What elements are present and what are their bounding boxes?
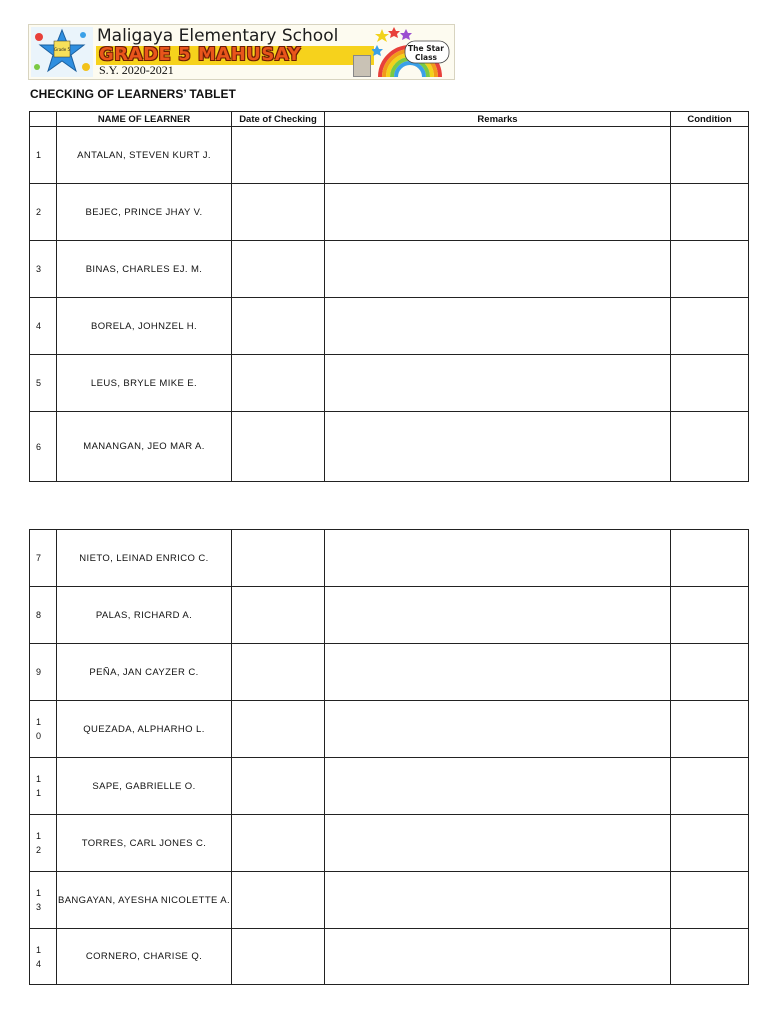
condition-cell[interactable] xyxy=(671,241,749,298)
remarks-cell[interactable] xyxy=(325,241,671,298)
learner-number-digit: 1 xyxy=(36,774,42,784)
learner-number: 6 xyxy=(30,412,57,482)
learner-name: PEÑA, JAN CAYZER C. xyxy=(57,644,232,701)
learner-number: 2 xyxy=(30,184,57,241)
grade-title: GRADE 5 MAHUSAY xyxy=(99,44,302,65)
table-row xyxy=(30,241,749,298)
remarks-cell[interactable] xyxy=(325,758,671,815)
condition-cell[interactable] xyxy=(671,412,749,482)
table-row xyxy=(30,929,749,985)
table-row xyxy=(30,758,749,815)
date-of-checking-cell[interactable] xyxy=(232,929,325,985)
date-of-checking-cell[interactable] xyxy=(232,355,325,412)
learner-number: 8 xyxy=(30,587,57,644)
date-of-checking-cell[interactable] xyxy=(232,587,325,644)
learner-name: LEUS, BRYLE MIKE E. xyxy=(57,355,232,412)
learner-number-digit: 0 xyxy=(36,731,42,741)
learner-number-digit: 1 xyxy=(36,788,42,798)
table-row xyxy=(30,355,749,412)
learner-number xyxy=(30,758,57,815)
learner-name: SAPE, GABRIELLE O. xyxy=(57,758,232,815)
date-of-checking-cell[interactable] xyxy=(232,127,325,184)
star-class-label: The Star Class xyxy=(408,44,444,62)
learner-number xyxy=(30,815,57,872)
condition-cell[interactable] xyxy=(671,184,749,241)
learner-name: BANGAYAN, AYESHA NICOLETTE A. xyxy=(57,872,232,929)
learner-name: QUEZADA, ALPHARHO L. xyxy=(57,701,232,758)
table-row xyxy=(30,815,749,872)
remarks-cell[interactable] xyxy=(325,587,671,644)
condition-cell[interactable] xyxy=(671,872,749,929)
condition-cell[interactable] xyxy=(671,587,749,644)
remarks-cell[interactable] xyxy=(325,184,671,241)
learner-number xyxy=(30,929,57,985)
learner-number xyxy=(30,701,57,758)
date-of-checking-cell[interactable] xyxy=(232,872,325,929)
date-of-checking-cell[interactable] xyxy=(232,758,325,815)
remarks-cell[interactable] xyxy=(325,929,671,985)
page-title: CHECKING OF LEARNERS’ TABLET xyxy=(30,87,236,101)
learner-number: 9 xyxy=(30,644,57,701)
learner-number-digit: 1 xyxy=(36,888,42,898)
condition-cell[interactable] xyxy=(671,298,749,355)
table-row xyxy=(30,872,749,929)
table-row xyxy=(30,127,749,184)
remarks-cell[interactable] xyxy=(325,701,671,758)
condition-cell[interactable] xyxy=(671,701,749,758)
remarks-cell[interactable] xyxy=(325,530,671,587)
date-of-checking-cell[interactable] xyxy=(232,530,325,587)
remarks-cell[interactable] xyxy=(325,298,671,355)
condition-cell[interactable] xyxy=(671,929,749,985)
date-of-checking-cell[interactable] xyxy=(232,815,325,872)
date-of-checking-cell[interactable] xyxy=(232,412,325,482)
date-of-checking-cell[interactable] xyxy=(232,298,325,355)
learners-table-part-1 xyxy=(29,111,749,482)
learner-number-digit: 4 xyxy=(36,958,42,969)
remarks-cell[interactable] xyxy=(325,412,671,482)
learner-name: ANTALAN, STEVEN KURT J. xyxy=(57,127,232,184)
learner-number-digit: 1 xyxy=(36,717,42,727)
date-of-checking-cell[interactable] xyxy=(232,184,325,241)
column-header-remarks: Remarks xyxy=(325,112,671,127)
school-year: S.Y. 2020-2021 xyxy=(99,63,174,77)
condition-cell[interactable] xyxy=(671,355,749,412)
condition-cell[interactable] xyxy=(671,815,749,872)
column-header-date: Date of Checking xyxy=(232,112,325,127)
school-name: Maligaya Elementary School xyxy=(97,26,339,46)
learner-name: BINAS, CHARLES EJ. M. xyxy=(57,241,232,298)
learner-name: BEJEC, PRINCE JHAY V. xyxy=(57,184,232,241)
column-header-no xyxy=(30,112,57,127)
remarks-cell[interactable] xyxy=(325,355,671,412)
table-row xyxy=(30,644,749,701)
remarks-cell[interactable] xyxy=(325,127,671,184)
learner-name: PALAS, RICHARD A. xyxy=(57,587,232,644)
learner-name: MANANGAN, JEO MAR A. xyxy=(57,412,232,482)
learner-number: 5 xyxy=(30,355,57,412)
table-row xyxy=(30,412,749,482)
learner-number: 1 xyxy=(30,127,57,184)
condition-cell[interactable] xyxy=(671,127,749,184)
learner-number: 4 xyxy=(30,298,57,355)
condition-cell[interactable] xyxy=(671,758,749,815)
condition-cell[interactable] xyxy=(671,530,749,587)
grade-5-star-logo xyxy=(31,27,93,77)
column-header-name: NAME OF LEARNER xyxy=(57,112,232,127)
learner-name: BORELA, JOHNZEL H. xyxy=(57,298,232,355)
table-row xyxy=(30,587,749,644)
condition-cell[interactable] xyxy=(671,644,749,701)
remarks-cell[interactable] xyxy=(325,872,671,929)
remarks-cell[interactable] xyxy=(325,815,671,872)
learner-number: 7 xyxy=(30,530,57,587)
remarks-cell[interactable] xyxy=(325,644,671,701)
learner-number-digit: 3 xyxy=(36,902,42,912)
learner-number xyxy=(30,872,57,929)
teacher-photo xyxy=(353,55,371,77)
learner-name: TORRES, CARL JONES C. xyxy=(57,815,232,872)
table-row xyxy=(30,530,749,587)
school-banner xyxy=(28,24,455,80)
table-row xyxy=(30,701,749,758)
learner-number-digit: 2 xyxy=(36,845,42,855)
table-row xyxy=(30,298,749,355)
learner-number-digit: 1 xyxy=(36,944,42,955)
learner-name: NIETO, LEINAD ENRICO C. xyxy=(57,530,232,587)
learner-number-digit: 1 xyxy=(36,831,42,841)
table-header-row xyxy=(30,112,749,127)
learner-number: 3 xyxy=(30,241,57,298)
date-of-checking-cell[interactable] xyxy=(232,701,325,758)
date-of-checking-cell[interactable] xyxy=(232,644,325,701)
learners-table-part-2 xyxy=(29,529,749,985)
logo-text: Grade 5 xyxy=(53,47,71,52)
learner-name: CORNERO, CHARISE Q. xyxy=(57,929,232,985)
table-row xyxy=(30,184,749,241)
column-header-condition: Condition xyxy=(671,112,749,127)
date-of-checking-cell[interactable] xyxy=(232,241,325,298)
